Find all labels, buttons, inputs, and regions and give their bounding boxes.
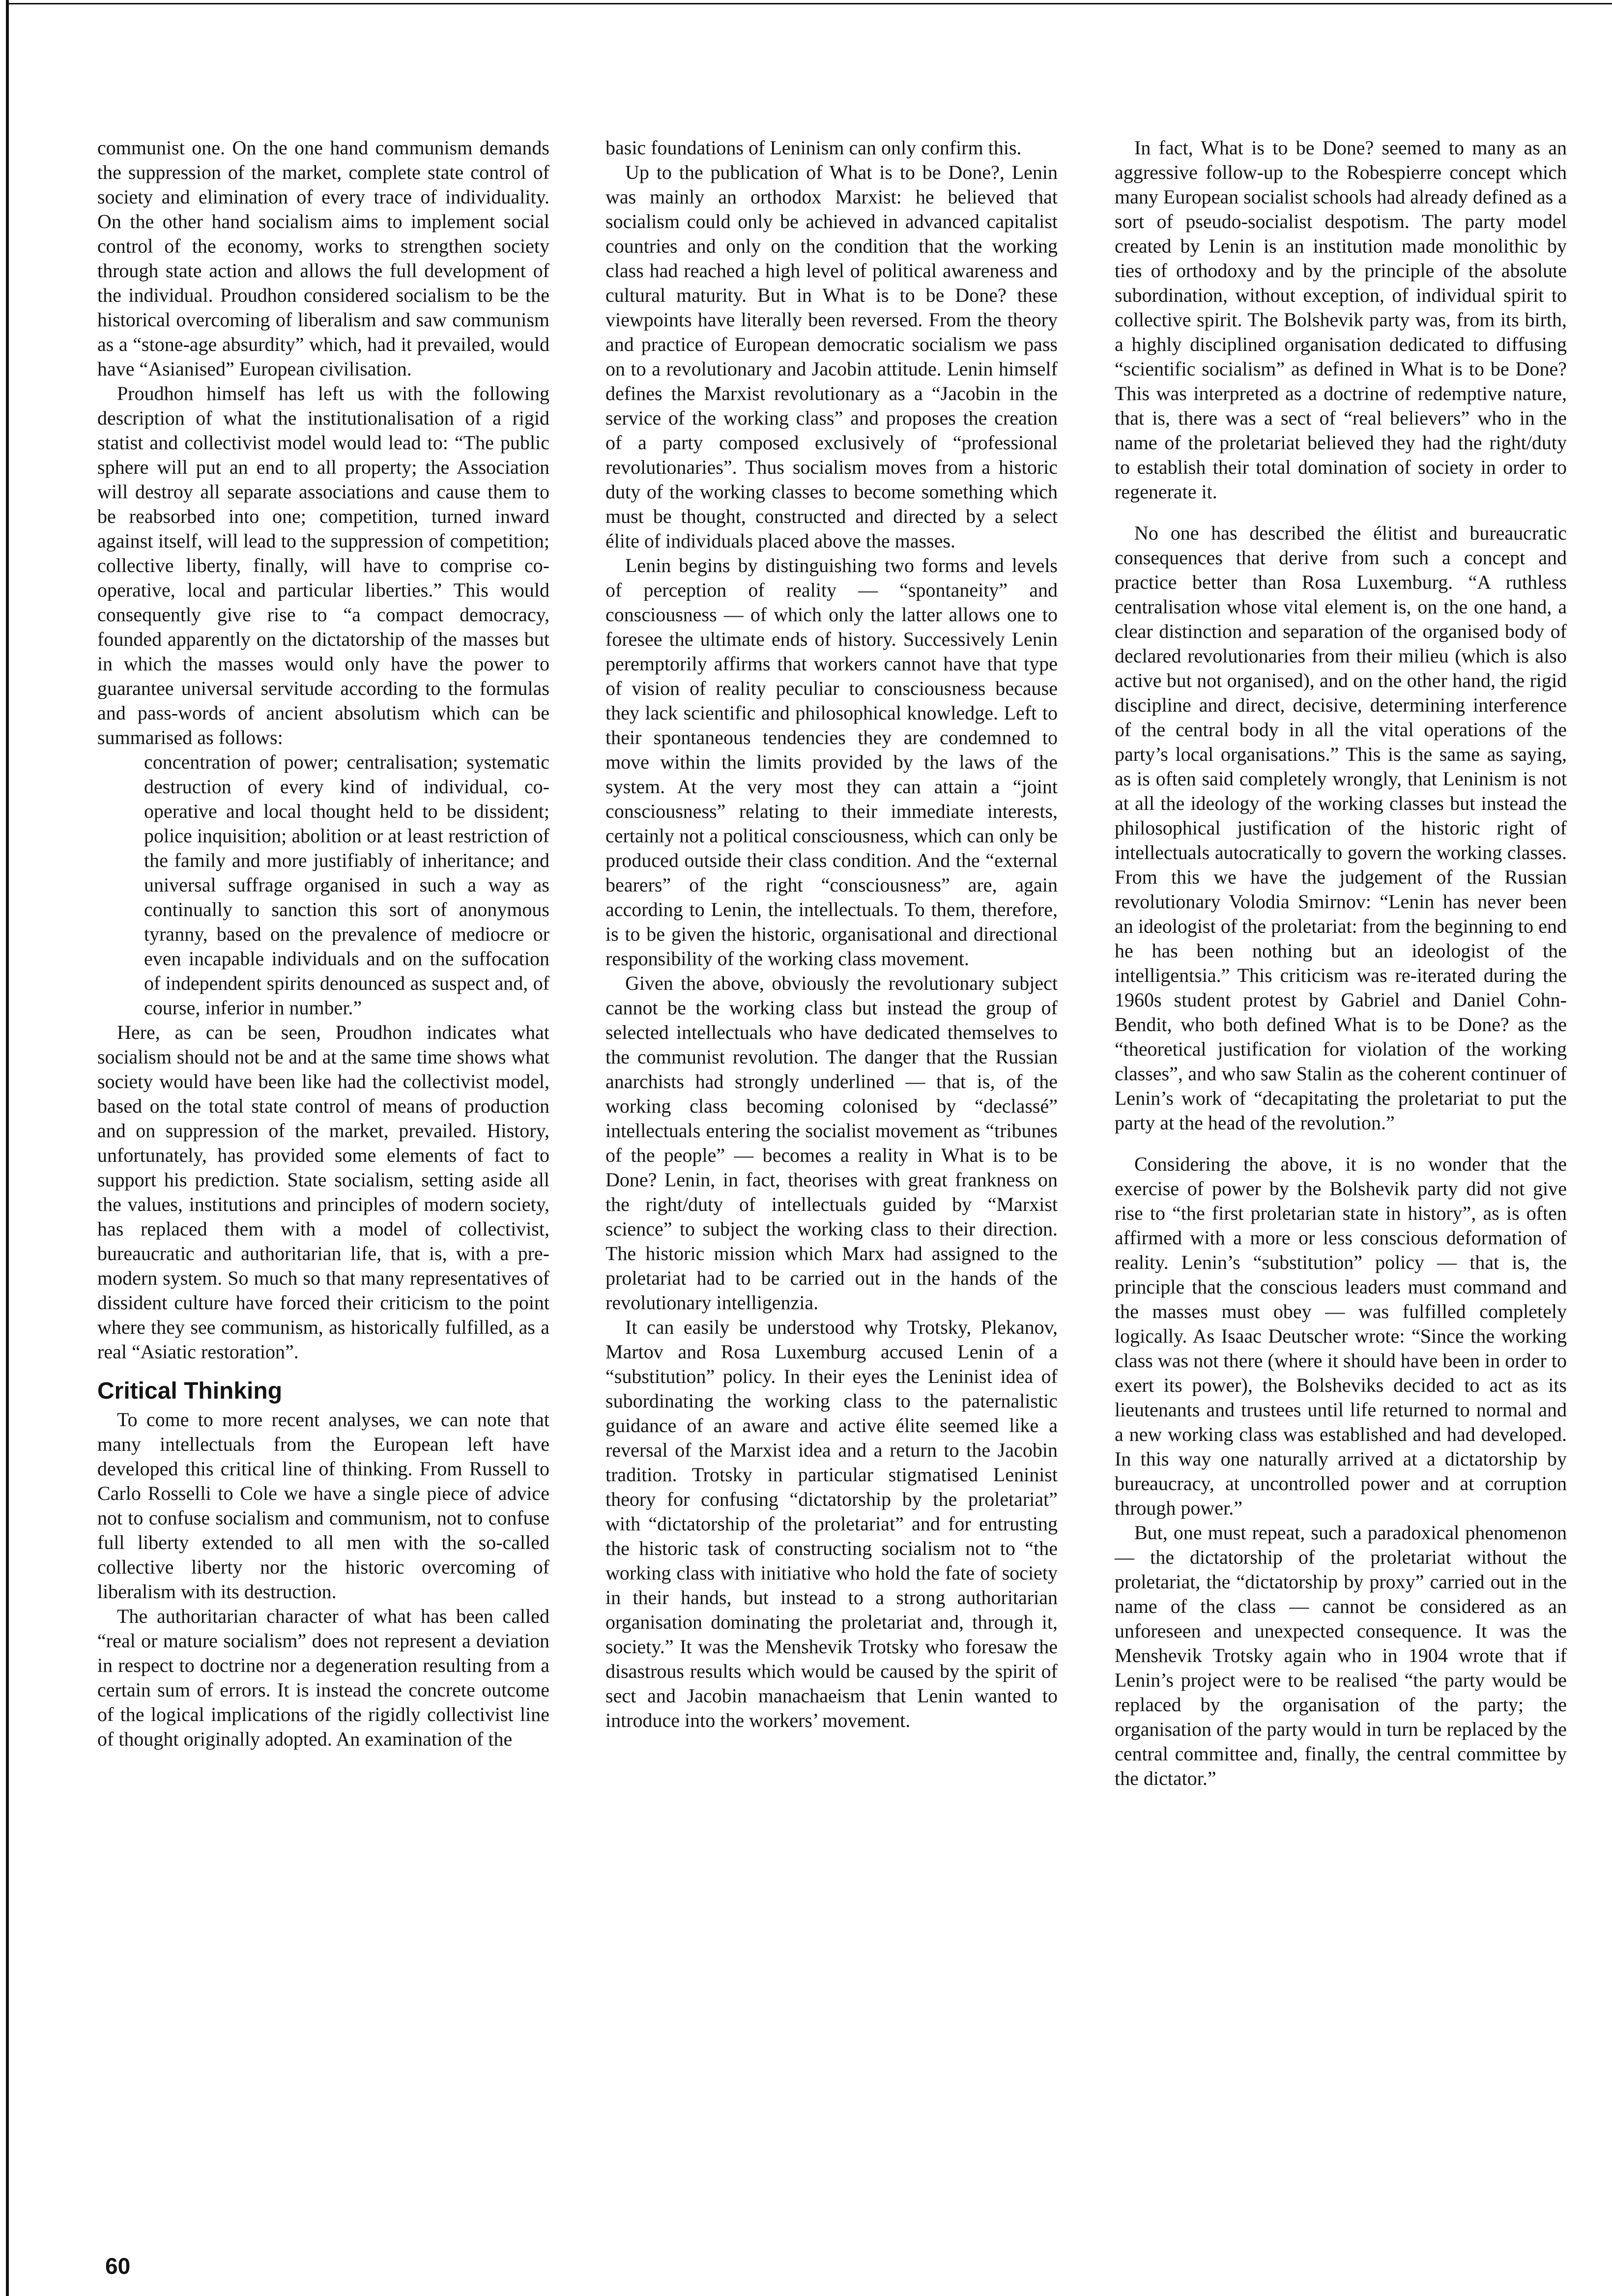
paragraph: In fact, What is to be Done? seemed to many as an aggressive follow-up to the Robespierre concept which many European socialist schools had already defined as a sort of pseudo-socialist despotism. The party model created by Lenin is an institution made monolithic by ties of orthodoxy and by the principle of the absolute subordination, without exception, of individual spirit to collective spirit. The Bolshevik party was, from its birth, a highly disciplined organisation dedicated to diffusing “scientific socialism” as defined in What is to be Done? This was interpreted as a doctrine of redemptive nature, that is, there was a sect of “real believers” who in the name of the proletariat believed they had the right/duty to establish their total domination of society in order to regenerate it. [1115, 137, 1567, 503]
paragraph: The authoritarian character of what has been called “real or mature socialism” does not represent a deviation in respect to doctrine nor a degeneration resulting from a certain sum of errors. It is instead the concrete outcome of the logical implications of the rigidly collectivist line of thought originally adopted. An examination of the [97, 1605, 549, 1750]
paragraph: basic foundations of Leninism can only confirm this. [605, 137, 1022, 159]
text-column-1 [97, 136, 549, 1751]
text-column-3 [1115, 136, 1567, 1791]
left-border-rule [6, 0, 9, 2296]
section-heading: Critical Thinking [97, 1378, 283, 1404]
paragraph: Considering the above, it is no wonder that the exercise of power by the Bolshevik party did not give rise to “the first proletarian state in history”, as is often affirmed with a more or less conscious deformation of reality. Lenin’s “substitution” policy — that is, the principle that the conscious leaders must command and the masses must obey — was fulfilled completely logically. As Isaac Deutscher wrote: “Since the working class was not there (where it should have been in order to exert its power), the Bolsheviks decided to act as its lieutenants and trustees until life returned to normal and a new working class was established and had developed. In this way one naturally arrived at a dictatorship by bureaucracy, at uncontrolled power and at corruption through power.” [1115, 1153, 1567, 1519]
paragraph: To come to more recent analyses, we can note that many intellectuals from the European left have developed this critical line of thinking. From Russell to Carlo Rosselli to Cole we have a single piece of advice not to confuse socialism and communism, not to confuse full liberty extended to all men with the so-called collective liberty nor the historic overcoming of liberalism with its destruction. [97, 1408, 549, 1603]
page-number: 60 [105, 2253, 131, 2279]
paragraph: Proudhon himself has left us with the following description of what the institutionalisation of a rigid statist and collectivist model would lead to: “The public sphere will put an end to all property; the Association will destroy all separate associations and cause them to be reabsorbed into one; competition, turned inward against itself, will lead to the suppression of competition; collective liberty, finally, will have to comprise co-operative, local and particular liberties.” This would consequently give rise to “a compact democracy, founded apparently on the dictatorship of the masses but in which the masses would only have the power to guarantee universal servitude according to the formulas and pass-words of ancient absolutism which can be summarised as follows: [97, 382, 549, 748]
text-column-2 [605, 136, 1058, 1733]
paragraph: Up to the publication of What is to be Done?, Lenin was mainly an orthodox Marxist: he believed that socialism could only be achieved in advanced capitalist countries and only on the condition that the working class had reached a high level of political awareness and cultural maturity. But in What is to be Done? these viewpoints have literally been reversed. From the theory and practice of European democratic socialism we pass on to a revolutionary and Jacobin attitude. Lenin himself defines the Marxist revolutionary as a “Jacobin in the service of the working class” and proposes the creation of a party composed exclusively of “professional revolutionaries”. Thus socialism moves from a historic duty of the working classes to become something which must be thought, constructed and directed by a select élite of individuals placed above the masses. [605, 161, 1058, 552]
paragraph: Given the above, obviously the revolutionary subject cannot be the working class but instead the group of selected intellectuals who have dedicated themselves to the communist revolution. The danger that the Russian anarchists had strongly underlined — that is, of the working class becoming colonised by “declassé” intellectuals entering the socialist movement as “tribunes of the people” — becomes a reality in What is to be Done? Lenin, in fact, theorises with great frankness on the right/duty of intellectuals guided by “Marxist science” to subject the working class to their direction. The historic mission which Marx had assigned to the proletariat had to be carried out in the hands of the revolutionary intelligenzia. [605, 972, 1058, 1314]
paragraph: No one has described the élitist and bureaucratic consequences that derive from such a concept and practice better than Rosa Luxemburg. “A ruthless centralisation whose vital element is, on the one hand, a clear distinction and separation of the organised body of declared revolutionaries from their milieu (which is also active but not organised), and on the other hand, the rigid discipline and direct, decisive, determining interference of the central body in all the vital operations of the party’s local organisations.” This is the same as saying, as is often said completely wrongly, that Leninism is not at all the ideology of the working classes but instead the philosophical justification of the historic right of intellectuals autocratically to govern the working classes. From this we have the judgement of the Russian revolutionary Volodia Smirnov: “Lenin has never been an ideologist of the proletariat: from the beginning to end he has been nothing but an ideologist of the intelligentsia.” This criticism was re-iterated during the 1960s student protest by Gabriel and Daniel Cohn-Bendit, who both defined What is to be Done? as the “theoretical justification for violation of the working classes”, and who saw Stalin as the coherent continuer of Lenin’s work of “decapitating the proletariat to put the party at the head of the revolution.” [1115, 522, 1567, 1134]
top-border-rule [6, 3, 1612, 4]
block-quote: concentration of power; centralisation; systematic destruction of every kind of individual, co-operative and local thought held to be dissident; police inquisition; abolition or at least restriction of the family and more justifiably of inheritance; and universal suffrage organised in such a way as continually to sanction this sort of anonymous tyranny, based on the prevalence of mediocre or even incapable individuals and on the suffocation of independent spirits denounced as suspect and, of course, inferior in number.” [144, 751, 549, 1019]
paragraph: But, one must repeat, such a paradoxical phenomenon — the dictatorship of the proletariat without the proletariat, the “dictatorship by proxy” carried out in the name of the class — cannot be considered as an unforeseen and unexpected consequence. It was the Menshevik Trotsky again who in 1904 wrote that if Lenin’s project were to be realised “the party would be replaced by the organisation of the party; the organisation of the party would in turn be replaced by the central committee and, finally, the central committee by the dictator.” [1115, 1521, 1567, 1789]
paragraph: communist one. On the one hand communism demands the suppression of the market, complete state control of society and elimination of every trace of individuality. On the other hand socialism aims to implement social control of the economy, works to strengthen society through state action and allows the full development of the individual. Proudhon considered socialism to be the historical overcoming of liberalism and saw communism as a “stone-age absurdity” which, had it prevailed, would have “Asianised” European civilisation. [97, 137, 549, 380]
paragraph: Here, as can be seen, Proudhon indicates what socialism should not be and at the same time shows what society would have been like had the collectivist model, based on the total state control of means of production and on suppression of the market, prevailed. History, unfortunately, has provided some elements of fact to support his prediction. State socialism, setting aside all the values, institutions and principles of modern society, has replaced them with a model of collectivist, bureaucratic and authoritarian life, that is, with a pre-modern system. So much so that many representatives of dissident culture have forced their criticism to the point where they see communism, as historically fulfilled, as a real “Asiatic restoration”. [97, 1021, 549, 1363]
paragraph: Lenin begins by distinguishing two forms and levels of perception of reality — “spontaneity” and consciousness — of which only the latter allows one to foresee the ultimate ends of history. Successively Lenin peremptorily affirms that workers cannot have that type of vision of reality peculiar to consciousness because they lack scientific and philosophical knowledge. Left to their spontaneous tendencies they are condemned to move within the limits provided by the laws of the system. At the very most they can attain a “joint consciousness” relating to their immediate interests, certainly not a political consciousness, which can only be produced outside their class condition. And the “external bearers” of the right “consciousness” are, again according to Lenin, the intellectuals. To them, therefore, is to be given the historic, organisational and directional responsibility of the working class movement. [605, 554, 1058, 970]
paragraph: It can easily be understood why Trotsky, Plekanov, Martov and Rosa Luxemburg accused Lenin of a “substitution” policy. In their eyes the Leninist idea of subordinating the working class to the paternalistic guidance of an aware and active élite seemed like a reversal of the Marxist idea and a return to the Jacobin tradition. Trotsky in particular stigmatised Leninist theory for confusing “dictatorship by the proletariat” with “dictatorship of the proletariat” and for entrusting the historic task of constructing socialism not to “the working class with initiative who hold the fate of society in their hands, but instead to a strong authoritarian organisation dominating the proletariat and, through it, society.” It was the Menshevik Trotsky who foresaw the disastrous results which would be caused by the spirit of sect and Jacobin manachaeism that Lenin wanted to introduce into the workers’ movement. [605, 1316, 1058, 1731]
